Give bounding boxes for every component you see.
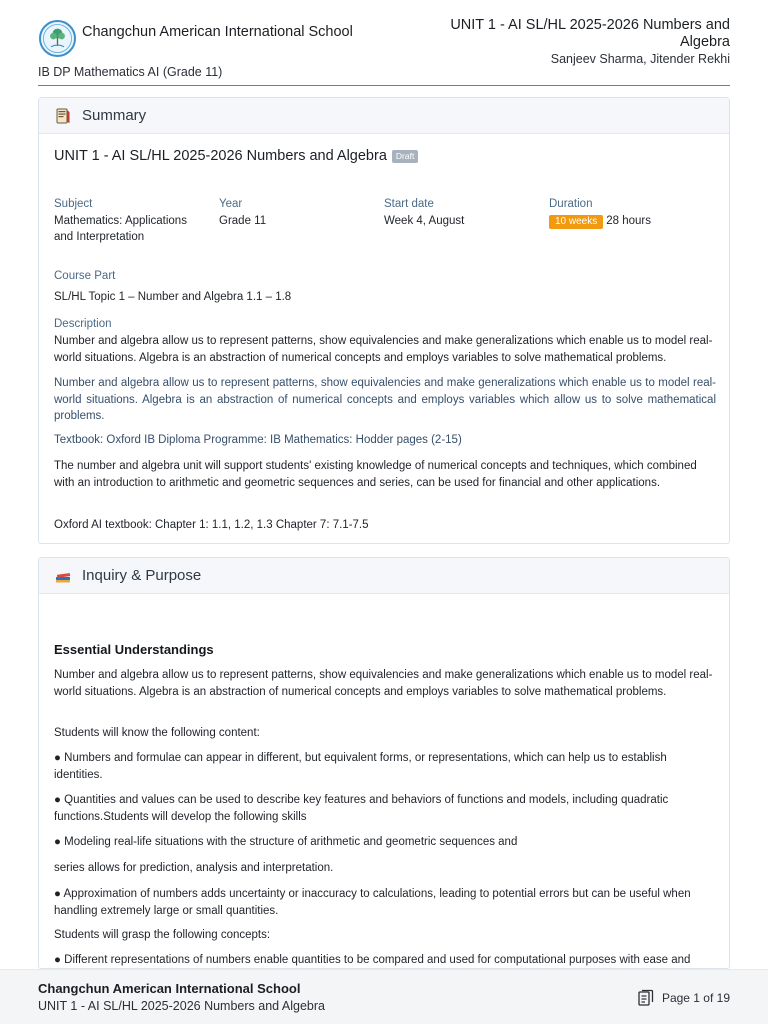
essential-understandings-heading: Essential Understandings — [54, 642, 214, 657]
know-intro: Students will know the following content: — [54, 727, 260, 739]
footer-school: Changchun American International School — [38, 981, 301, 996]
unit-heading — [54, 148, 418, 164]
list-item: ● Modeling real-life situations with the structure of arithmetic and geometric sequences and — [54, 836, 518, 848]
summary-title: Summary — [82, 107, 147, 124]
page-footer — [0, 969, 768, 1024]
summary-card — [38, 97, 730, 544]
list-item: ● Different representations of numbers enable quantities to be compared and used for computational purposes with ease and — [54, 954, 691, 966]
books-icon — [54, 567, 72, 585]
grasp-intro: Students will grasp the following concepts: — [54, 929, 271, 941]
list-item: ● Approximation of numbers adds uncertainty or inaccuracy to calculations, leading to potential errors but can be useful when handling extremely large or small quantities. — [54, 888, 691, 917]
duration-value — [549, 213, 709, 229]
inquiry-title: Inquiry & Purpose — [82, 567, 202, 584]
course-name: IB DP Mathematics AI (Grade 11) — [38, 65, 223, 79]
inquiry-purpose-card — [38, 557, 730, 969]
page-indicator — [637, 989, 730, 1007]
book-icon — [54, 107, 72, 125]
footer-unit: UNIT 1 - AI SL/HL 2025-2026 Numbers and Algebra — [38, 999, 325, 1013]
header-unit-title: UNIT 1 - AI SL/HL 2025-2026 Numbers and Algebra — [450, 17, 730, 50]
description-paragraph: The number and algebra unit will support students' existing knowledge of numerical concepts and techniques, which combined with an introduction to arithmetic and geometric sequences and series, can be used for financial and other applications. — [54, 460, 697, 489]
course-part-value: SL/HL Topic 1 – Number and Algebra 1.1 – 1.8 — [54, 291, 292, 303]
year-label: Year — [219, 198, 243, 210]
textbook-reference: Textbook: Oxford IB Diploma Programme: IB Mathematics: Hodder pages (2-15) — [54, 434, 462, 446]
list-item-continuation: series allows for prediction, analysis and interpretation. — [54, 862, 334, 874]
oxford-textbook-reference: Oxford AI textbook: Chapter 1: 1.1, 1.2, 1.3 Chapter 7: 7.1-7.5 — [54, 519, 369, 531]
pages-icon — [637, 989, 655, 1007]
course-part-label: Course Part — [54, 270, 116, 282]
intro-paragraph: Number and algebra allow us to represent patterns, show equivalencies and make generalizations which enable us to model real-world situations. Algebra is an abstraction of numerical concepts and employs variables to solve mathematical problems. — [54, 669, 713, 698]
weeks-badge: 10 weeks — [549, 215, 603, 229]
school-name: Changchun American International School — [82, 24, 353, 40]
status-badge: Draft — [392, 150, 418, 163]
subject-value: Mathematics: Applications and Interpretation — [54, 215, 187, 243]
year-value: Grade 11 — [219, 215, 267, 227]
start-date-field — [384, 198, 544, 229]
duration-label: Duration — [549, 198, 593, 210]
start-date-label: Start date — [384, 198, 434, 210]
unit-title: UNIT 1 - AI SL/HL 2025-2026 Numbers and Algebra — [54, 148, 387, 164]
page-number: Page 1 of 19 — [661, 991, 730, 1005]
page-header — [38, 16, 730, 86]
year-field — [219, 198, 379, 229]
list-item: ● Quantities and values can be used to describe key features and behaviors of functions and models, including quadratic functions.Students will develop the following skills — [54, 794, 669, 823]
school-logo — [39, 20, 76, 57]
description-paragraph: Number and algebra allow us to represent patterns, show equivalencies and make generalizations which enable us to model real-world situations. Algebra is an abstraction of numerical concepts and employs variables which allow us to solve mathematical problems. — [54, 377, 716, 422]
duration-field — [549, 198, 709, 229]
summary-header — [39, 98, 729, 134]
subject-label: Subject — [54, 198, 93, 210]
subject-field — [54, 198, 214, 245]
duration-hours: 28 hours — [606, 215, 652, 227]
list-item: ● Numbers and formulae can appear in different, but equivalent forms, or representations, which can help us to establish identities. — [54, 752, 667, 781]
start-date-value: Week 4, August — [384, 215, 465, 227]
description-label: Description — [54, 318, 112, 330]
authors: Sanjeev Sharma, Jitender Rekhi — [550, 52, 730, 66]
inquiry-header — [39, 558, 729, 594]
description-paragraph: Number and algebra allow us to represent patterns, show equivalencies and make generalizations which enable us to model real-world situations. Algebra is an abstraction of numerical concepts and employs variables to solve mathematical problems. — [54, 335, 713, 364]
